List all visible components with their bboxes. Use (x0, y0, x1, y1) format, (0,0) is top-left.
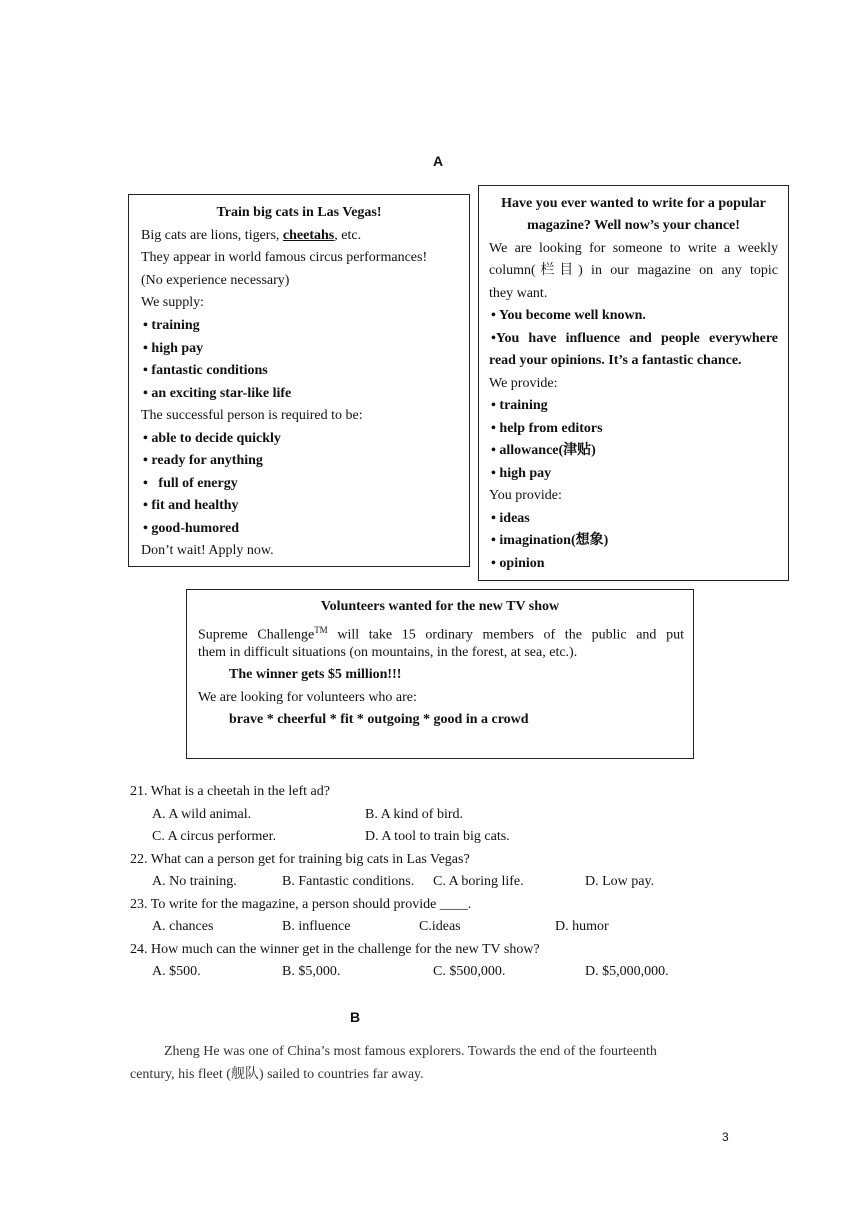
ad-magazine (478, 185, 789, 581)
bullet-icon: • (143, 521, 148, 536)
supply-item-label: high pay (151, 341, 204, 356)
ad-big-cats-line1 (141, 226, 361, 246)
provide-item (491, 464, 551, 484)
bullet-icon: • (491, 421, 496, 436)
supply-item (143, 316, 200, 336)
required-item-label: good-humored (151, 521, 240, 536)
option-d: D. Low pay. (585, 874, 655, 889)
section-a-heading: A (433, 153, 444, 169)
option-d: D. humor (555, 919, 609, 934)
bullet-icon: • (143, 498, 148, 513)
option-c: C.ideas (419, 919, 461, 934)
line1-post: will take 15 ordinary members of the public and put (327, 627, 684, 643)
you-provide-item-label: imagination(想象) (499, 533, 609, 548)
ad-magazine-bullet-2a (491, 329, 778, 349)
option-b: B. influence (282, 919, 351, 934)
ad-magazine-body-2: column(栏目) in our magazine on any topic (489, 263, 778, 278)
ad-big-cats-title: Train big cats in Las Vegas! (216, 205, 382, 220)
you-provide-item (491, 509, 530, 529)
option-d: D. $5,000,000. (585, 964, 669, 979)
bullet-icon: • (491, 308, 496, 323)
ad-tv-show-winner: The winner gets $5 million!!! (229, 667, 402, 682)
bullet-icon: • (143, 453, 148, 468)
question-stem: 22. What can a person get for training big cats in Las Vegas? (130, 852, 470, 867)
bullet-icon: • (143, 476, 148, 491)
ad-tv-show-line2: them in difficult situations (on mountains, in the forest, at sea, etc.). (198, 645, 578, 660)
required-item-label: fit and healthy (151, 498, 239, 513)
bullet-icon: • (143, 341, 148, 356)
ad-magazine-title-1: Have you ever wanted to write for a popular (501, 196, 766, 211)
ad-big-cats-line3: (No experience necessary) (141, 273, 290, 288)
bullet-icon: • (143, 386, 148, 401)
trademark-sup: TM (314, 625, 328, 635)
required-item (143, 519, 239, 539)
ad-tv-show-looking: We are looking for volunteers who are: (198, 690, 417, 705)
option-d: D. A tool to train big cats. (365, 829, 510, 844)
option-b: B. $5,000. (282, 964, 341, 979)
ad-tv-show-traits: brave * cheerful * fit * outgoing * good in a crowd (229, 712, 529, 727)
passage-line-1: Zheng He was one of China’s most famous explorers. Towards the end of the fourteenth (164, 1044, 657, 1059)
bullet-icon: • (491, 511, 496, 526)
line1-pre: Big cats are lions, tigers, (141, 228, 283, 243)
you-provide-item (491, 554, 545, 574)
bullet1-label: You become well known. (498, 308, 646, 323)
bullet-icon: • (143, 318, 148, 333)
required-label: The successful person is required to be: (141, 408, 363, 423)
bullet-icon: • (491, 331, 496, 346)
option-c: C. A circus performer. (152, 829, 277, 844)
provide-label: We provide: (489, 376, 558, 391)
section-b-heading: B (350, 1009, 361, 1025)
you-provide-item-label: opinion (499, 556, 545, 571)
supply-item-label: an exciting star-like life (151, 386, 292, 401)
provide-item-label: help from editors (499, 421, 603, 436)
option-b: B. Fantastic conditions. (282, 874, 415, 889)
ad-magazine-bullet-1 (491, 306, 646, 326)
supply-item-label: fantastic conditions (151, 363, 268, 378)
line1-pre: Supreme Challenge (198, 627, 315, 643)
option-b: B. A kind of bird. (365, 807, 464, 822)
ad-big-cats-line2: They appear in world famous circus performances! (141, 250, 428, 265)
bullet-icon: • (491, 556, 496, 571)
bullet-icon: • (491, 443, 496, 458)
provide-item (491, 441, 596, 461)
bullet-icon: • (143, 431, 148, 446)
ad-big-cats-closing: Don’t wait! Apply now. (141, 543, 274, 558)
you-provide-item-label: ideas (499, 511, 530, 526)
required-item-label: full of energy (158, 476, 238, 491)
provide-item-label: allowance(津贴) (499, 443, 596, 458)
bullet-icon: • (491, 466, 496, 481)
provide-item-label: training (499, 398, 548, 413)
provide-item (491, 396, 548, 416)
passage-line-2: century, his fleet (舰队) sailed to countries far away. (130, 1067, 424, 1082)
bullet-icon: • (491, 533, 496, 548)
page-number: 3 (722, 1130, 729, 1144)
required-item (143, 451, 263, 471)
ad-magazine-body-3: they want. (489, 286, 548, 301)
option-c: C. A boring life. (433, 874, 524, 889)
provide-item (491, 419, 603, 439)
supply-item (143, 361, 268, 381)
supply-item (143, 339, 203, 359)
provide-item-label: high pay (499, 466, 552, 481)
option-c: C. $500,000. (433, 964, 506, 979)
bullet2-label: You have influence and people everywhere (495, 331, 778, 346)
option-a: A. chances (152, 919, 214, 934)
ad-big-cats (128, 194, 470, 567)
bullet-icon: • (491, 398, 496, 413)
supply-item (143, 384, 291, 404)
required-item-label: able to decide quickly (151, 431, 281, 446)
you-provide-label: You provide: (489, 488, 562, 503)
option-a: A. $500. (152, 964, 201, 979)
ad-tv-show-line1 (198, 620, 684, 646)
option-a: A. A wild animal. (152, 807, 252, 822)
ad-magazine-bullet-2b: read your opinions. It’s a fantastic chance. (489, 353, 742, 368)
ad-magazine-body-1: We are looking for someone to write a weekly (489, 241, 778, 256)
ad-magazine-title-2: magazine? Well now’s your chance! (527, 218, 740, 233)
cheetahs-word: cheetahs (282, 228, 335, 243)
question-stem: 21. What is a cheetah in the left ad? (130, 784, 330, 799)
ad-tv-show (186, 589, 694, 759)
required-item (143, 429, 281, 449)
question-stem: 23. To write for the magazine, a person should provide ____. (130, 897, 472, 912)
supply-label: We supply: (141, 295, 205, 310)
question-stem: 24. How much can the winner get in the challenge for the new TV show? (130, 942, 540, 957)
supply-item-label: training (151, 318, 200, 333)
line1-post: , etc. (334, 228, 362, 243)
bullet-icon: • (143, 363, 148, 378)
required-item (143, 496, 239, 516)
option-a: A. No training. (152, 874, 237, 889)
you-provide-item (491, 531, 608, 551)
required-item (143, 474, 238, 494)
ad-tv-show-title: Volunteers wanted for the new TV show (320, 599, 560, 614)
required-item-label: ready for anything (151, 453, 263, 468)
